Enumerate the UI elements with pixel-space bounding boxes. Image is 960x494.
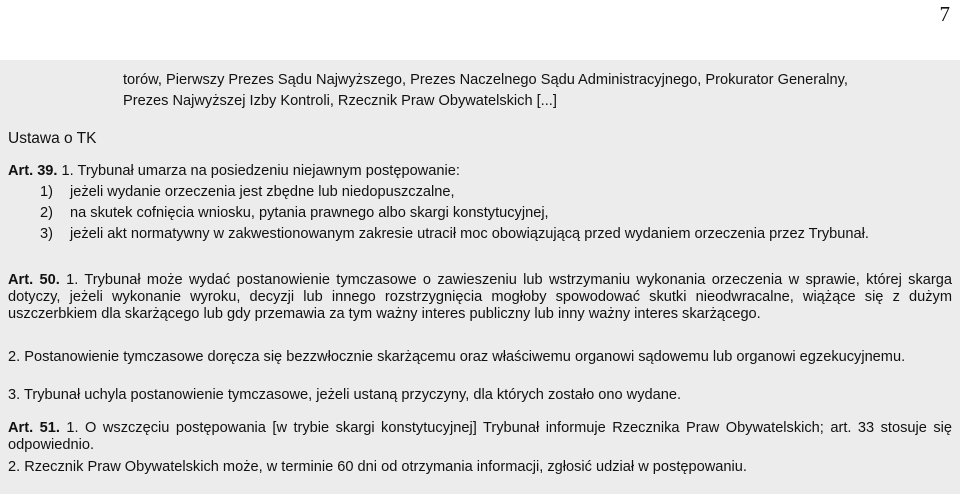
art39-item-3 <box>40 226 952 243</box>
art51-p2: 2. Rzecznik Praw Obywatelskich może, w terminie 60 dni od otrzymania informacji, zgłosić udział w postępowaniu. <box>8 459 747 475</box>
page-number: 7 <box>939 2 950 26</box>
quote-line-2: Prezes Najwyższej Izby Kontroli, Rzecznik Praw Obywatelskich [...] <box>123 93 557 109</box>
art39-item-3-num: 3) <box>40 226 53 242</box>
art50-label: Art. 50. <box>8 272 60 288</box>
art39-label: Art. 39. <box>8 163 58 179</box>
art51-p1-text: 1. O wszczęciu postępowania [w trybie skargi konstytucyjnej] Trybunał informuje Rzecznika Praw Obywatelskich; art. 33 stosuje się odpowiednio. <box>8 420 952 453</box>
art39-intro <box>8 163 952 180</box>
art39-item-1-text: jeżeli wydanie orzeczenia jest zbędne lub niedopuszczalne, <box>70 184 455 200</box>
art39-item-1-num: 1) <box>40 184 53 200</box>
art39-item-2 <box>40 205 952 222</box>
art51-label: Art. 51. <box>8 420 60 436</box>
art39-item-1 <box>40 184 952 201</box>
section-heading: Ustawa o TK <box>8 130 97 147</box>
art39-item-3-text: jeżeli akt normatywny w zakwestionowanym zakresie utracił moc obowiązującą przed wydaniem orzeczenia przez Trybunał. <box>70 226 869 242</box>
art51-p1 <box>8 420 952 454</box>
art50-p1-text: 1. Trybunał może wydać postanowienie tymczasowe o zawieszeniu lub wstrzymaniu wykonania orzeczenia w sprawie, której skarga dotyczy, jeżeli wykonanie wyroku, decyzji lub innego rozstrzygnięcia mogłoby spowodować skutki nieodwracalne, wiążące się z dużym uszczerbkiem dla skarżącego lub gdy przemawia za tym ważny interes publiczny lub inny ważny interes skarżącego. <box>8 272 952 322</box>
quote-line-1: torów, Pierwszy Prezes Sądu Najwyższego, Prezes Naczelnego Sądu Administracyjnego, Prokurator Generalny, <box>123 72 848 88</box>
art39-intro-text: 1. Trybunał umarza na posiedzeniu niejawnym postępowanie: <box>61 163 460 179</box>
art50-p3: 3. Trybunał uchyla postanowienie tymczasowe, jeżeli ustaną przyczyny, dla których zostało ono wydane. <box>8 387 682 403</box>
art50-p2: 2. Postanowienie tymczasowe doręcza się bezzwłocznie skarżącemu oraz właściwemu organowi sądowemu lub organowi egzekucyjnemu. <box>8 349 906 365</box>
art39-item-2-num: 2) <box>40 205 53 221</box>
art39-item-2-text: na skutek cofnięcia wniosku, pytania prawnego albo skargi konstytucyjnej, <box>70 205 549 221</box>
art50-p1 <box>8 272 952 323</box>
